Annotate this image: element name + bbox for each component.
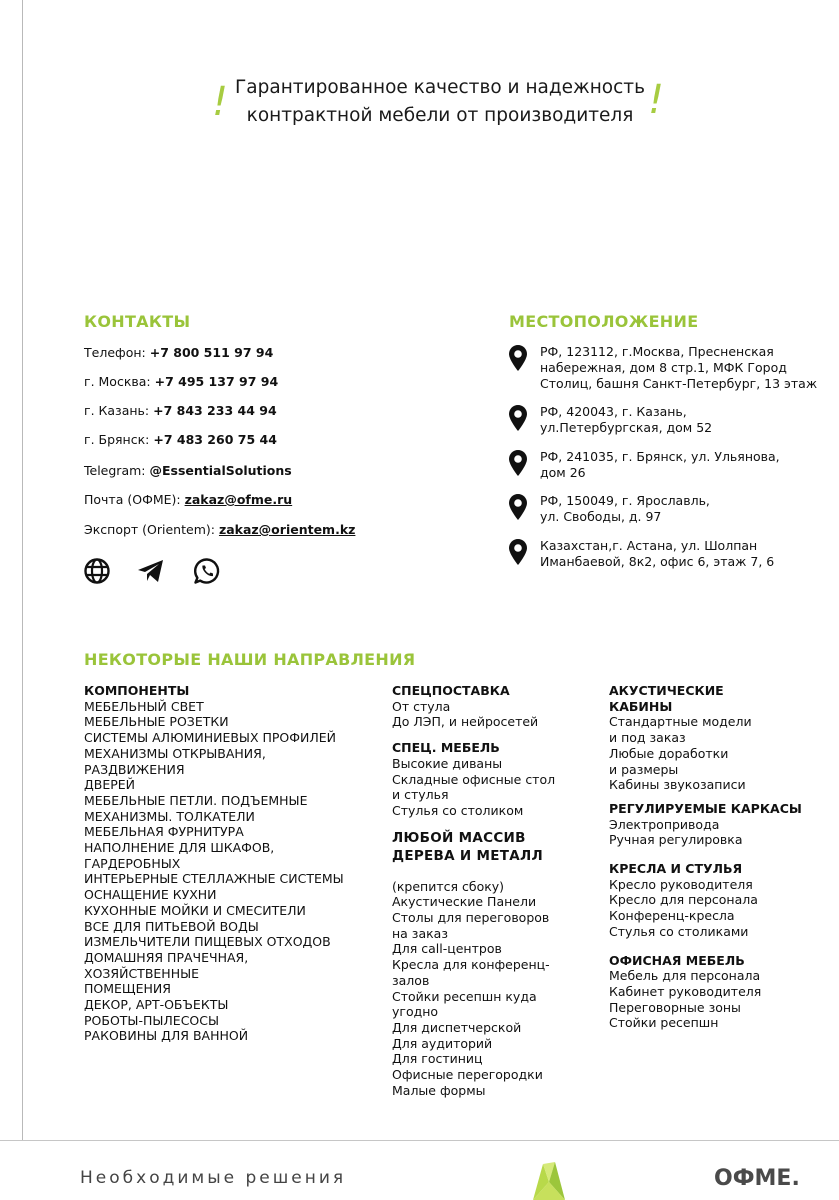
bryansk-label: г. Брянск:: [84, 432, 150, 447]
mail-label: Почта (ОФМЕ):: [84, 492, 181, 507]
contact-kazan: [84, 403, 277, 418]
telegram-handle[interactable]: @EssentialSolutions: [149, 463, 292, 478]
directions-col-office: [609, 683, 819, 1031]
list-item: Стойки ресепшн: [609, 1015, 719, 1031]
list-item: Любые доработки: [609, 745, 729, 761]
list-item: Малые формы: [392, 1082, 486, 1098]
list-item: КУХОННЫЕ МОЙКИ И СМЕСИТЕЛИ: [84, 902, 306, 918]
kazan-phone[interactable]: +7 843 233 44 94: [153, 403, 277, 418]
list-item: (крепится сбоку): [392, 878, 505, 894]
contact-export: [84, 522, 355, 537]
list-item: Стулья со столиками: [609, 923, 749, 939]
list-item: Стулья со столиком: [392, 802, 524, 818]
list-item: Стандартные модели: [609, 714, 752, 730]
list-item: ИНТЕРЬЕРНЫЕ СТЕЛЛАЖНЫЕ СИСТЕМЫ: [84, 871, 344, 887]
list-item: Для call-центров: [392, 941, 502, 957]
list-item: Офисные перегородки: [392, 1067, 543, 1083]
list-item: МЕХАНИЗМЫ. ТОЛКАТЕЛИ: [84, 808, 255, 824]
slogan-line-1: Гарантированное качество и надежность: [235, 77, 645, 98]
list-item: Электропривода: [609, 816, 720, 832]
slogan-line-2: контрактной мебели от производителя: [246, 105, 634, 126]
list-item: Складные офисные стол: [392, 771, 556, 787]
list-item: Кресло для персонала: [609, 892, 758, 908]
directions-col-components: [84, 683, 374, 1044]
list-item: ДВЕРЕЙ: [84, 777, 136, 793]
list-item: От стула: [392, 698, 451, 714]
brand-logo-icon: [531, 1160, 567, 1200]
list-item: МЕБЕЛЬНЫЙ СВЕТ: [84, 698, 204, 714]
bryansk-phone[interactable]: +7 483 260 75 44: [153, 432, 277, 447]
list-item: НАПОЛНЕНИЕ ДЛЯ ШКАФОВ,: [84, 840, 275, 856]
group-title: ЛЮБОЙ МАССИВ ДЕРЕВА И МЕТАЛЛ: [392, 829, 544, 864]
exclamation-mark-right: !: [648, 77, 665, 123]
list-item: Для диспетчерской: [392, 1019, 522, 1035]
kazan-label: г. Казань:: [84, 403, 150, 418]
list-item: Столы для переговоров: [392, 910, 550, 926]
phone-label: Телефон:: [84, 345, 146, 360]
list-item: ОСНАЩЕНИЕ КУХНИ: [84, 887, 217, 903]
footer-tagline: Необходимые решения: [80, 1168, 347, 1188]
list-item: ДЕКОР, АРТ-ОБЪЕКТЫ: [84, 997, 229, 1013]
contact-bryansk: [84, 432, 277, 447]
list-item: Акустические Панели: [392, 894, 537, 910]
directions-col-special: [392, 683, 592, 1098]
list-item: Кресла для конференц-: [392, 957, 550, 973]
group-title: СПЕЦПОСТАВКА: [392, 683, 510, 698]
contact-moscow: [84, 374, 278, 389]
frame-left-line: [22, 0, 23, 1140]
whatsapp-icon[interactable]: [192, 556, 222, 586]
list-item: и под заказ: [609, 730, 686, 746]
list-item: ХОЗЯЙСТВЕННЫЕ: [84, 965, 200, 981]
list-item: Высокие диваны: [392, 755, 503, 771]
location-address: РФ, 420043, г. Казань, ул.Петербургская, дом 52: [540, 404, 713, 435]
list-item: Кабинет руководителя: [609, 983, 762, 999]
list-item: РАКОВИНЫ ДЛЯ ВАННОЙ: [84, 1028, 249, 1044]
map-pin-icon: [508, 344, 528, 372]
mail-link[interactable]: zakaz@ofme.ru: [184, 492, 293, 507]
list-item: МЕХАНИЗМЫ ОТКРЫВАНИЯ,: [84, 745, 266, 761]
location-address: РФ, 123112, г.Москва, Пресненская набережная, дом 8 стр.1, МФК Город Столиц, башня Санкт-Петербург, 13 этаж: [540, 344, 818, 391]
directions-heading: НЕКОТОРЫЕ НАШИ НАПРАВЛЕНИЯ: [84, 650, 416, 669]
contact-telegram: [84, 463, 292, 478]
group-title: АКУСТИЧЕСКИЕ КАБИНЫ: [609, 683, 724, 714]
list-item: Мебель для персонала: [609, 968, 761, 984]
list-item: МЕБЕЛЬНЫЕ ПЕТЛИ. ПОДЪЕМНЫЕ: [84, 792, 308, 808]
map-pin-icon: [508, 493, 528, 521]
footer-brand: ОФМЕ.: [714, 1166, 800, 1191]
list-item: Конференц-кресла: [609, 908, 735, 924]
group-title: КРЕСЛА И СТУЛЬЯ: [609, 861, 743, 877]
location-address: РФ, 241035, г. Брянск, ул. Ульянова, дом 26: [540, 449, 780, 480]
telegram-icon[interactable]: [136, 556, 166, 586]
list-item: Для аудиторий: [392, 1035, 493, 1051]
moscow-phone[interactable]: +7 495 137 97 94: [154, 374, 279, 389]
list-item: МЕБЕЛЬНАЯ ФУРНИТУРА: [84, 824, 244, 840]
list-item: Стойки ресепшн куда: [392, 988, 537, 1004]
list-item: Ручная регулировка: [609, 832, 743, 848]
list-item: ДОМАШНЯЯ ПРАЧЕЧНАЯ,: [84, 949, 249, 965]
slogan: [200, 74, 680, 130]
contact-mail: [84, 492, 292, 507]
list-item: Кресло руководителя: [609, 876, 753, 892]
telegram-label: Telegram:: [84, 463, 146, 478]
location-address: Казахстан,г. Астана, ул. Шолпан Иманбаевой, 8к2, офис 6, этаж 7, 6: [540, 538, 775, 569]
list-item: ГАРДЕРОБНЫХ: [84, 855, 181, 871]
list-item: Переговорные зоны: [609, 999, 741, 1015]
list-item: и размеры: [609, 761, 679, 777]
list-item: СИСТЕМЫ АЛЮМИНИЕВЫХ ПРОФИЛЕЙ: [84, 730, 337, 746]
group-title: ОФИСНАЯ МЕБЕЛЬ: [609, 952, 745, 968]
list-item: и стулья: [392, 787, 449, 803]
map-pin-icon: [508, 404, 528, 432]
exclamation-mark-left: !: [212, 79, 229, 125]
list-item: РОБОТЫ-ПЫЛЕСОСЫ: [84, 1012, 220, 1028]
list-item: МЕБЕЛЬНЫЕ РОЗЕТКИ: [84, 714, 229, 730]
list-item: Кабины звукозаписи: [609, 777, 746, 793]
list-item: Для гостиниц: [392, 1051, 483, 1067]
list-item: на заказ: [392, 925, 448, 941]
group-title: СПЕЦ. МЕБЕЛЬ: [392, 740, 500, 756]
moscow-label: г. Москва:: [84, 374, 151, 389]
phone-number[interactable]: +7 800 511 97 94: [149, 345, 274, 360]
group-title: РЕГУЛИРУЕМЫЕ КАРКАСЫ: [609, 800, 802, 816]
group-title: КОМПОНЕНТЫ: [84, 683, 190, 698]
contacts-heading: КОНТАКТЫ: [84, 312, 191, 331]
frame-bottom-line: [0, 1140, 839, 1141]
export-label: Экспорт (Orientem):: [84, 522, 215, 537]
list-item: РАЗДВИЖЕНИЯ: [84, 761, 185, 777]
map-pin-icon: [508, 538, 528, 566]
list-item: залов: [392, 972, 430, 988]
list-item: ПОМЕЩЕНИЯ: [84, 981, 171, 997]
contact-phone: [84, 345, 273, 360]
list-item: угодно: [392, 1004, 439, 1020]
export-mail-link[interactable]: zakaz@orientem.kz: [218, 522, 356, 537]
globe-icon[interactable]: [82, 556, 112, 586]
location-address: РФ, 150049, г. Ярославль, ул. Свободы, д. 97: [540, 493, 710, 524]
list-item: До ЛЭП, и нейросетей: [392, 714, 539, 730]
list-item: ИЗМЕЛЬЧИТЕЛИ ПИЩЕВЫХ ОТХОДОВ: [84, 934, 331, 950]
location-heading: МЕСТОПОЛОЖЕНИЕ: [509, 312, 699, 331]
map-pin-icon: [508, 449, 528, 477]
list-item: ВСЕ ДЛЯ ПИТЬЕВОЙ ВОДЫ: [84, 918, 259, 934]
